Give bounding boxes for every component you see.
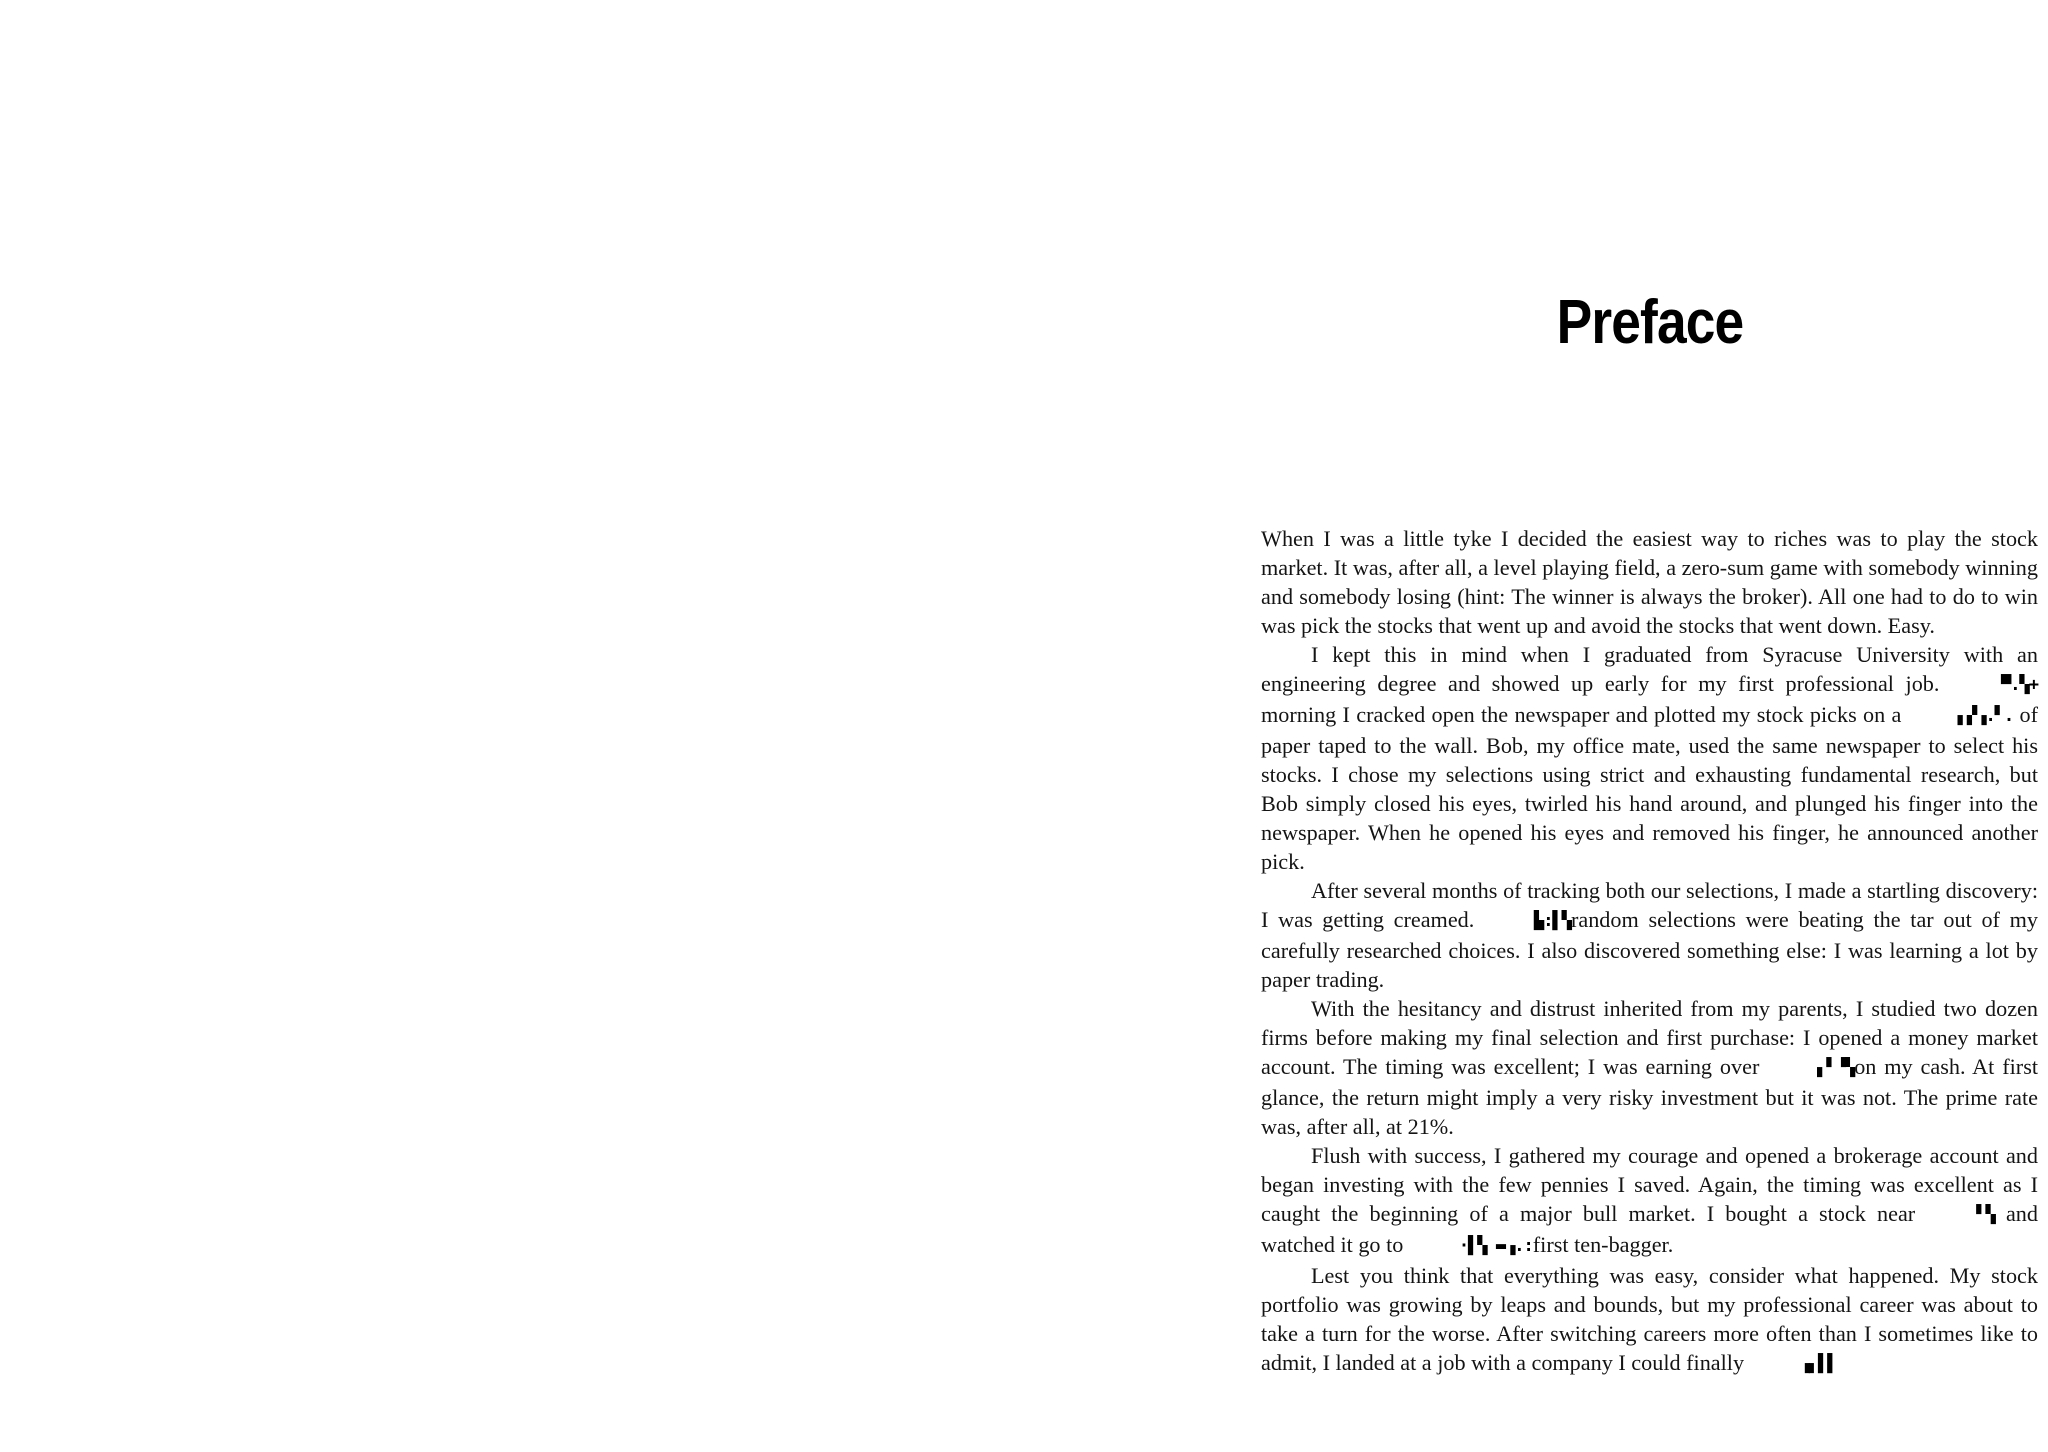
paragraph-text: I kept this in mind when I graduated from Syracuse University with an engineering degree and showed up early for my first professional job. — [1261, 642, 2038, 696]
paragraph-text: of paper taped to the wall. Bob, my office mate, used the same newspaper to select his stocks. I chose my selections using strict and exhausting fundamental research, but Bob simply closed his eyes, twirled his hand around, and plunged his finger into the newspaper. When he opened his eyes and removed his finger, he announced another pick. — [1261, 702, 2038, 874]
chapter-title: Preface — [1556, 288, 1744, 357]
paragraph-text: After several months of tracking both our selections, I made a startling discovery: I was getting creamed. — [1261, 878, 2038, 932]
paragraph-6 — [1261, 1261, 2038, 1379]
paragraph-text: Lest you think that everything was easy, consider what happened. My stock portfolio was growing by leaps and bounds, but my professional career was about to take a turn for the worse. After switching careers more often than I sometimes like to admit, I landed at a job with a company I could finally — [1261, 1263, 2038, 1375]
paragraph-text: first ten-bagger. — [1532, 1232, 1674, 1257]
garbled-glyph-mark: ▙:▌▚ — [1534, 911, 1571, 931]
garbled-glyph-mark: ·▌▚ ▬▗.: — [1458, 1236, 1533, 1256]
preface-body — [1261, 524, 2038, 1379]
paragraph-text: and watched it go to — [1261, 1201, 2038, 1257]
garbled-glyph-mark: ▗▖▌▌ — [1799, 1354, 1837, 1374]
paragraph-text: morning I cracked open the newspaper and plotted my stock picks on a — [1261, 702, 1908, 727]
paragraph-text: When I was a little tyke I decided the easiest way to riches was to play the stock market. It was, after all, a level playing field, a zero-sum game with somebody winning and somebody losing (hint: The winner is always the broker). All one had to do to win was pick the stocks that went up and avoid the stocks that went down. Easy. — [1261, 526, 2038, 638]
garbled-glyph-mark: ▖▞▗.▘. — [1957, 706, 2014, 726]
paragraph-2 — [1261, 640, 2038, 876]
paragraph-text: Flush with success, I gathered my courage and opened a brokerage account and began investing with the few pennies I saved. Again, the timing was excellent as I caught the beginning of a major bull market. I bought a stock near — [1261, 1143, 2038, 1226]
garbled-glyph-mark: ▘▚ — [1976, 1205, 1995, 1225]
paragraph-5 — [1261, 1141, 2038, 1261]
garbled-glyph-mark: ▀.▚+ — [2001, 675, 2038, 695]
paragraph-4 — [1261, 994, 2038, 1141]
paragraph-text: With the hesitancy and distrust inherited from my parents, I studied two dozen firms before making my final selection and first purchase: I opened a money market account. The timing was excellent; I was earning over — [1261, 996, 2038, 1079]
paragraph-1 — [1261, 524, 2038, 640]
paragraph-text: on my cash. At first glance, the return might imply a very risky investment but it was not. The prime rate was, after all, at 21%. — [1261, 1054, 2038, 1139]
paragraph-text: random selections were beating the tar out of my carefully researched choices. I also discovered something else: I was learning a lot by paper trading. — [1261, 907, 2038, 992]
paragraph-3 — [1261, 876, 2038, 994]
garbled-glyph-mark: ▖▘▝▚ — [1817, 1058, 1855, 1078]
